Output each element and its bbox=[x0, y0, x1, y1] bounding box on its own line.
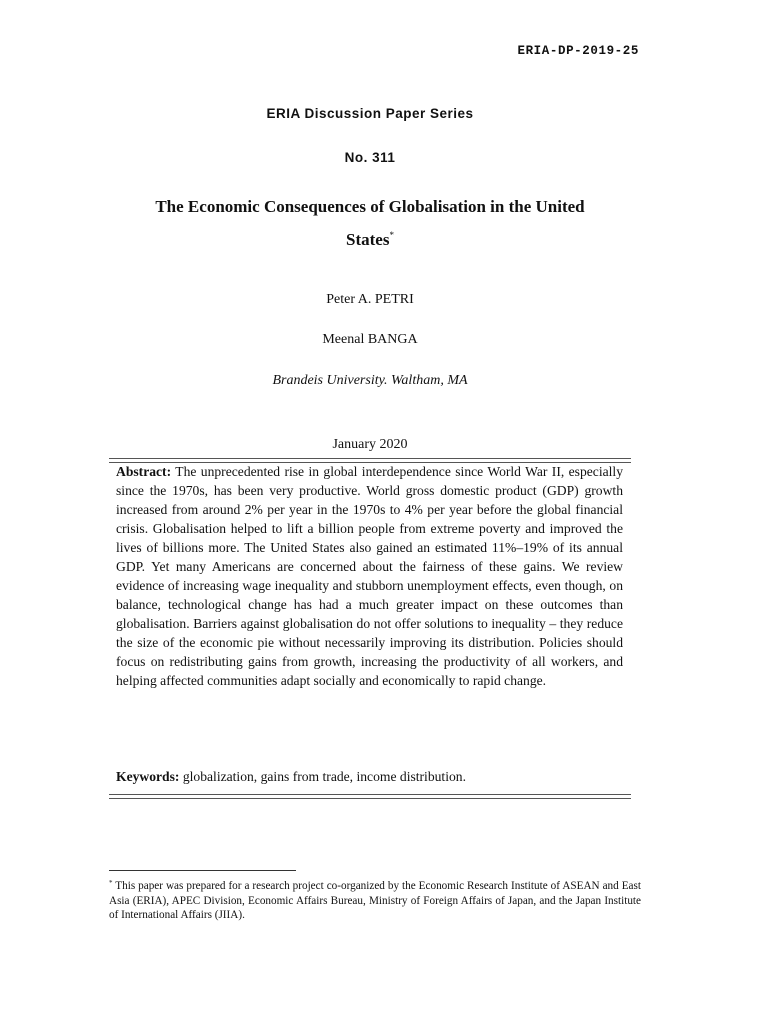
abstract bbox=[116, 462, 623, 690]
document-id: ERIA-DP-2019-25 bbox=[517, 44, 639, 58]
affiliation: Brandeis University. Waltham, MA bbox=[272, 373, 468, 388]
footnote-text: This paper was prepared for a research project co-organized by the Economic Research Institute of ASEAN and East Asia (ERIA), APEC Division, Economic Affairs Bureau, Ministry of Foreign Affairs of Japan, and the Japan Institute of International Affairs (JIIA). bbox=[109, 880, 641, 921]
author-2: Meenal BANGA bbox=[322, 332, 418, 347]
paper-number: No. 311 bbox=[344, 150, 396, 165]
series-title: ERIA Discussion Paper Series bbox=[266, 106, 474, 121]
keywords bbox=[116, 767, 623, 786]
publication-date: January 2020 bbox=[332, 437, 408, 452]
author-1: Peter A. PETRI bbox=[326, 292, 414, 307]
keywords-text: globalization, gains from trade, income distribution. bbox=[179, 769, 466, 784]
footnote-separator bbox=[109, 870, 296, 871]
title-line-1: The Economic Consequences of Globalisation in the United bbox=[155, 197, 585, 216]
abstract-label: Abstract: bbox=[116, 464, 172, 479]
footnote-marker: * bbox=[109, 879, 113, 887]
title-line-2: States bbox=[346, 230, 390, 249]
keywords-label: Keywords: bbox=[116, 769, 180, 784]
abstract-text: The unprecedented rise in global interdependence since World War II, especially since the 1970s, has been very productive. World gross domestic product (GDP) growth increased from around 2% per year in the 1970s to 4% per year before the global financial crisis. Globalisation helped to lift a billion people from extreme poverty and improved the lives of billions more. The United States also gained an estimated 11%–19% of its annual GDP. Yet many Americans are concerned about the fairness of these gains. We review evidence of increasing wage inequality and stubborn unemployment effects, even though, on balance, technological change has had a much greater impact on these outcomes than globalisation. Barriers against globalisation do not offer solutions to inequality – they reduce the size of the economic pie without necessarily improving its distribution. Policies should focus on redistributing gains from growth, increasing the productivity of all workers, and helping affected communities adapt socially and economically to rapid change. bbox=[116, 464, 623, 688]
paper-title bbox=[110, 192, 630, 254]
footnote bbox=[109, 876, 641, 923]
abstract-bottom-rule bbox=[109, 794, 631, 799]
title-footnote-marker: * bbox=[389, 230, 394, 240]
